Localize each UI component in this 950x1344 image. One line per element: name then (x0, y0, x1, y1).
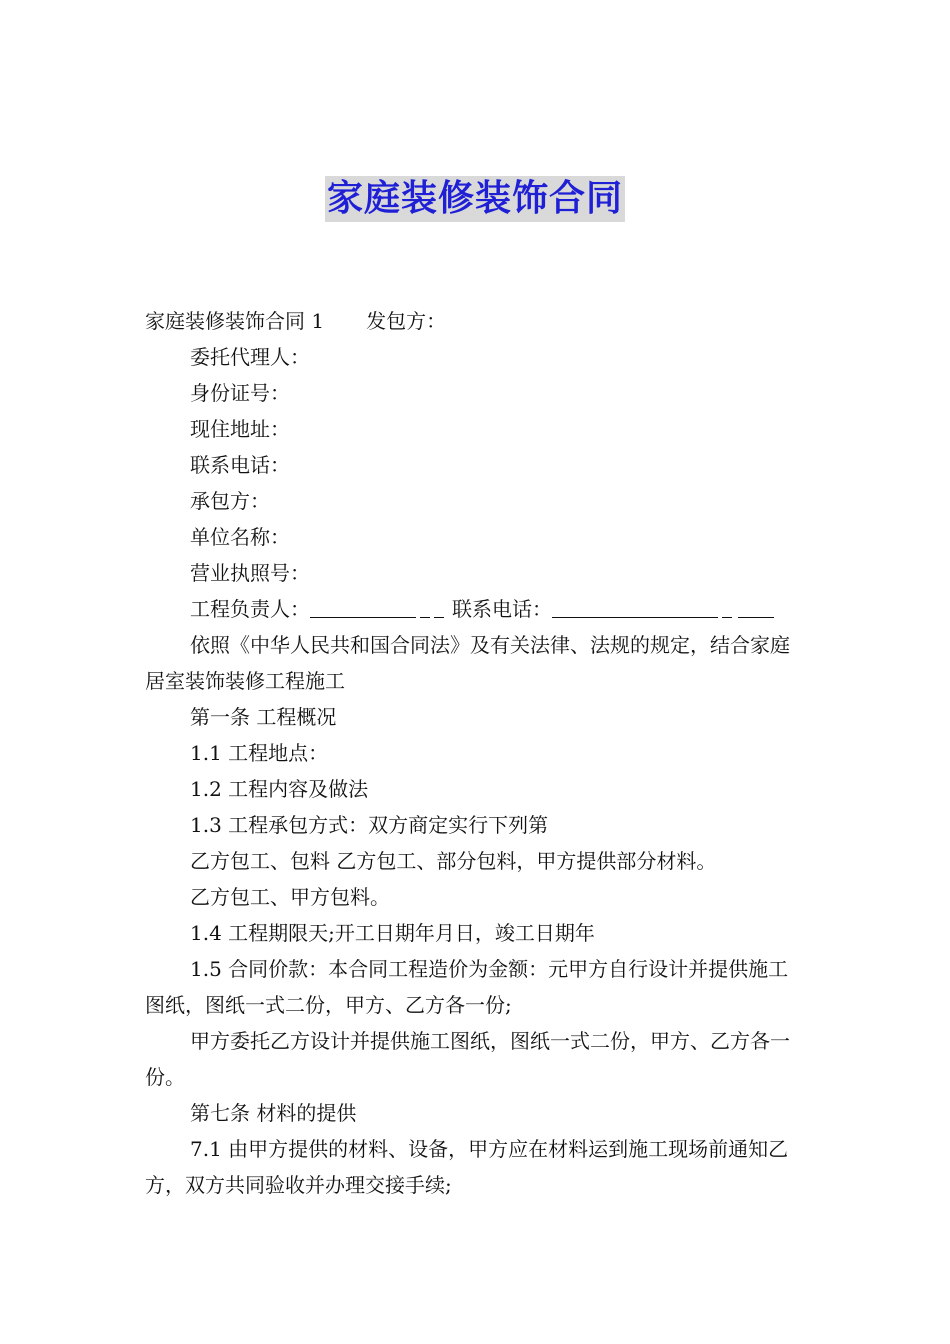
heading-client-label: 发包方： (366, 309, 447, 333)
engineer-blank (310, 597, 416, 618)
field-agent: 委托代理人： (190, 345, 310, 369)
field-company-name: 单位名称： (190, 525, 290, 549)
paragraph-basis: 依照《中华人民共和国合同法》及有关法律、法规的规定，结合家庭居室装饰装修工程施工 (145, 633, 790, 693)
field-contractor: 承包方： (190, 489, 270, 513)
article-7-heading: 第七条 材料的提供 (190, 1101, 357, 1125)
blank-dash (722, 597, 732, 618)
heading-line (145, 303, 807, 339)
blank-dash (420, 597, 430, 618)
field-phone: 联系电话： (190, 453, 290, 477)
heading-contract-number: 家庭装修装饰合同 1 (145, 309, 325, 333)
clause-1-1: 1.1 工程地点： (190, 741, 329, 765)
clause-1-4: 1.4 工程期限天;开工日期年月日，竣工日期年 (190, 921, 595, 945)
clause-1-2: 1.2 工程内容及做法 (190, 777, 369, 801)
engineer-phone-label: 联系电话： (452, 597, 552, 621)
engineer-phone-blank (552, 597, 718, 618)
document-body (145, 303, 807, 1203)
article-1-heading: 第一条 工程概况 (190, 705, 337, 729)
contract-mode-b: 乙方包工、甲方包料。 (190, 885, 390, 909)
field-id-number: 身份证号： (190, 381, 290, 405)
blank-dash (434, 597, 444, 618)
engineer-line (145, 591, 807, 627)
contract-mode-a: 乙方包工、包料 乙方包工、部分包料，甲方提供部分材料。 (190, 849, 717, 873)
clause-1-3: 1.3 工程承包方式：双方商定实行下列第 (190, 813, 549, 837)
blank-dash (738, 597, 774, 618)
document-title: 家庭装修装饰合同 (325, 176, 625, 222)
clause-7-1: 7.1 由甲方提供的材料、设备，甲方应在材料运到施工现场前通知乙方，双方共同验收并办理交接手续; (145, 1137, 789, 1197)
field-address: 现住地址： (190, 417, 290, 441)
clause-1-5: 1.5 合同价款：本合同工程造价为金额：元甲方自行设计并提供施工图纸，图纸一式二份，甲方、乙方各一份; (145, 957, 789, 1017)
paragraph-design: 甲方委托乙方设计并提供施工图纸，图纸一式二份，甲方、乙方各一份。 (145, 1029, 790, 1089)
field-license-no: 营业执照号： (190, 561, 310, 585)
engineer-label: 工程负责人： (190, 597, 310, 621)
title-container (0, 176, 950, 222)
